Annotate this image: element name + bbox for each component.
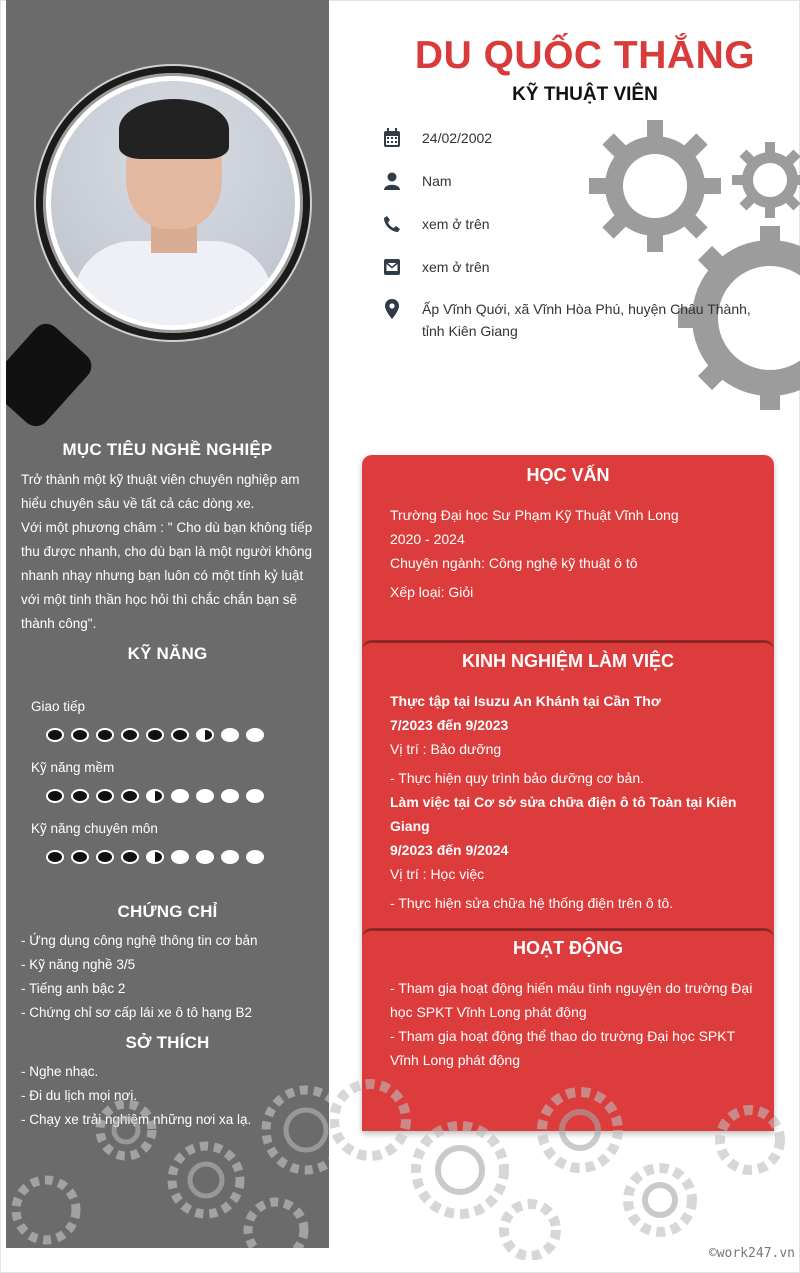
email-value[interactable]: xem ở trên [422,259,490,275]
skill-dot [121,728,139,742]
skill-dot [71,789,89,803]
phone-icon [382,214,402,234]
job-detail: - Thực hiện quy trình bảo dưỡng cơ bản. [390,770,644,786]
contact-address [382,298,752,342]
magnifier-handle-icon [6,318,97,432]
birthdate-value: 24/02/2002 [422,130,493,146]
skill-dot [121,850,139,864]
education-years: 2020 - 2024 [390,531,465,547]
skill-dot [246,789,264,803]
education-rank: Xếp loại: Giỏi [390,584,474,600]
magnifier-photo-frame [6,60,326,380]
objective-text [21,468,321,636]
candidate-name: DU QUỐC THẮNG [414,34,756,77]
gears-decoration-icon [6,1040,329,1248]
skill-dot [96,789,114,803]
skill-label: Kỹ năng chuyên môn [31,821,158,836]
list-item: - Tham gia hoạt động hiến máu tình nguyện do trường Đại học SPKT Vĩnh Long phát động [390,980,753,1020]
skill-dot [246,728,264,742]
job-company: Làm việc tại Cơ sở sửa chữa điện ô tô Toàn tại Kiên Giang [390,794,737,834]
hobbies-title: SỞ THÍCH [125,1033,210,1052]
skill-dot [246,850,264,864]
list-item: - Chứng chỉ sơ cấp lái xe ô tô hạng B2 [21,1005,253,1020]
skill-dot [221,789,239,803]
objective-title: MỤC TIÊU NGHỀ NGHIỆP [62,440,273,459]
education-major: Chuyên ngành: Công nghệ kỹ thuật ô tô [390,555,638,571]
skill-dot [196,850,214,864]
sidebar-top-strip [6,0,329,36]
skills-title: KỸ NĂNG [127,644,208,663]
skill-dot [221,850,239,864]
job-title: KỸ THUẬT VIÊN [512,84,658,105]
list-item: - Tiếng anh bậc 2 [21,981,126,996]
certificates-title: CHỨNG CHỈ [117,902,218,921]
skill-dot [71,728,89,742]
skill-dot [46,850,64,864]
skill-dot [46,789,64,803]
skill-rating [46,850,264,864]
person-icon [382,171,402,191]
skill-dot [96,728,114,742]
objective-line-1: Trở thành một kỹ thuật viên chuyên nghiệp am hiểu chuyên sâu về tất cả các dòng xe. [21,472,300,511]
experience-content [390,689,765,915]
gender-value: Nam [422,173,452,189]
profile-photo [51,81,295,325]
job-position: Vị trí : Học việc [390,866,485,882]
email-icon [382,257,402,277]
activities-title: HOẠT ĐỘNG [513,938,623,958]
skill-label: Giao tiếp [31,699,86,714]
contact-email [382,256,752,278]
job-period: 9/2023 đến 9/2024 [390,842,509,858]
job-company: Thực tập tại Isuzu An Khánh tại Cần Thơ [390,693,661,709]
location-pin-icon [382,299,402,319]
list-item: - Đi du lịch mọi nơi. [21,1088,138,1103]
list-item: - Chạy xe trải nghiệm những nơi xa lạ. [21,1112,252,1127]
list-item: - Tham gia hoạt động thể thao do trường Đại học SPKT Vĩnh Long phát động [390,1028,735,1068]
magnifier-lens [36,66,310,340]
experience-title: KINH NGHIỆM LÀM VIỆC [461,651,674,671]
calendar-icon [382,128,402,148]
list-item: - Ứng dụng công nghệ thông tin cơ bản [21,933,258,948]
contact-phone [382,213,752,235]
skill-dot [171,789,189,803]
skill-rating [46,728,264,742]
skill-dot [196,728,214,742]
contact-birthdate [382,127,752,149]
skill-dot [146,789,164,803]
education-content [390,503,765,604]
contact-gender [382,170,752,192]
job-period: 7/2023 đến 9/2023 [390,717,509,733]
job-detail: - Thực hiện sửa chữa hệ thống điện trên ô tô. [390,895,674,911]
list-item: - Kỹ năng nghề 3/5 [21,957,136,972]
skill-dot [171,850,189,864]
skill-dot [146,850,164,864]
objective-line-2: Với một phương châm : " Cho dù bạn không tiếp thu được nhanh, cho dù bạn là một người không nhanh nhạy nhưng bạn luôn có một tính kỷ luật với một tinh thần học hỏi thì chắc chắn bạn sẽ thành công". [21,520,313,631]
skill-dot [146,728,164,742]
skill-dot [171,728,189,742]
certificates-list [21,929,321,1025]
skill-dot [71,850,89,864]
gears-decoration-icon [330,1060,800,1260]
skill-dot [221,728,239,742]
education-title: HỌC VẤN [526,465,610,485]
skill-dot [46,728,64,742]
skill-dot [121,789,139,803]
job-position: Vị trí : Bảo dưỡng [390,741,502,757]
skill-dot [96,850,114,864]
activities-content [390,976,765,1072]
list-item: - Nghe nhạc. [21,1064,99,1079]
skill-dot [196,789,214,803]
address-value: Ấp Vĩnh Quới, xã Vĩnh Hòa Phú, huyện Châu Thành, tỉnh Kiên Giang [422,301,751,339]
sidebar [6,0,329,1248]
skill-rating [46,789,264,803]
phone-value[interactable]: xem ở trên [422,216,490,232]
skill-label: Kỹ năng mềm [31,760,115,775]
watermark: ©work247.vn [708,1246,795,1261]
education-school: Trường Đại học Sư Phạm Kỹ Thuật Vĩnh Long [390,507,679,523]
